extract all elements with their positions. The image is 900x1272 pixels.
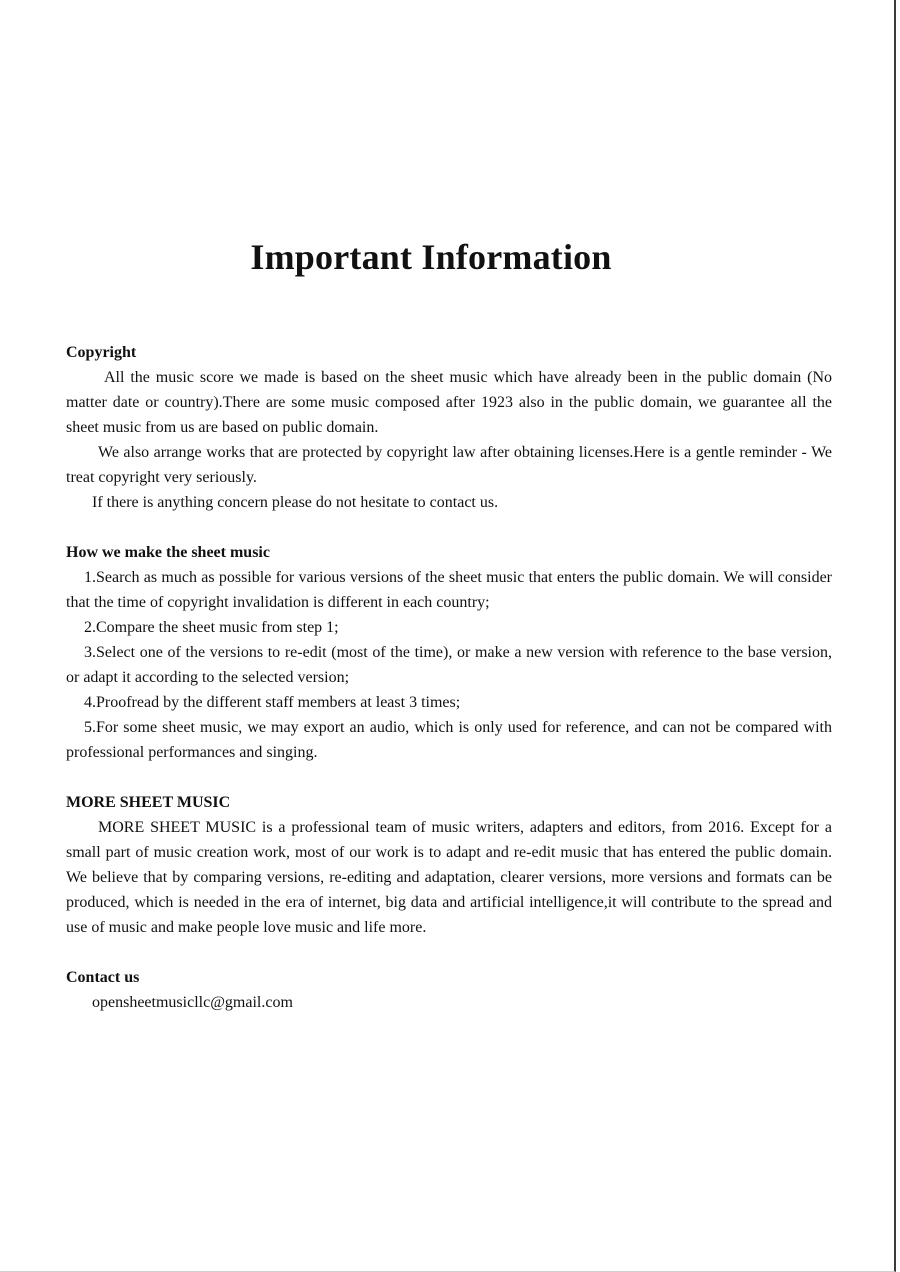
how-step: 5.For some sheet music, we may export an audio, which is only used for reference, and can not be compared with professional performances and singing.	[66, 719, 832, 761]
page-title: Important Information	[250, 237, 612, 277]
how-step: 3.Select one of the versions to re-edit (most of the time), or make a new version with reference to the base version, or adapt it according to the selected version;	[66, 644, 832, 686]
how-section	[66, 540, 832, 765]
copyright-paragraph: We also arrange works that are protected by copyright law after obtaining licenses.Here is a gentle reminder - We treat copyright very seriously.	[66, 444, 832, 486]
copyright-heading: Copyright	[66, 344, 137, 361]
more-heading: MORE SHEET MUSIC	[66, 794, 231, 811]
contact-heading: Contact us	[66, 969, 140, 986]
contact-email[interactable]: opensheetmusicllc@gmail.com	[92, 994, 293, 1011]
more-section	[66, 790, 832, 940]
section-spacer	[66, 765, 832, 790]
section-spacer	[66, 515, 832, 540]
how-heading: How we make the sheet music	[66, 544, 270, 561]
how-step: 4.Proofread by the different staff members at least 3 times;	[84, 694, 461, 711]
copyright-paragraph: If there is anything concern please do not hesitate to contact us.	[92, 494, 499, 511]
copyright-section	[66, 340, 832, 515]
more-paragraph: MORE SHEET MUSIC is a professional team of music writers, adapters and editors, from 2016. Except for a small part of music creation work, most of our work is to adapt and re-edit music that has entered the public domain. We believe that by comparing versions, re-editing and adaptation, clearer versions, more versions and formats can be produced, which is needed in the era of internet, big data and artificial intelligence,it will contribute to the spread and use of music and make people love music and life more.	[66, 819, 832, 936]
copyright-paragraph: All the music score we made is based on the sheet music which have already been in the public domain (No matter date or country).There are some music composed after 1923 also in the public domain, we guarantee all the sheet music from us are based on public domain.	[66, 369, 832, 436]
section-spacer	[66, 940, 832, 965]
contact-section	[66, 965, 832, 1015]
document-body	[66, 340, 832, 1015]
how-step: 1.Search as much as possible for various versions of the sheet music that enters the public domain. We will consider that the time of copyright invalidation is different in each country;	[66, 569, 832, 611]
how-step: 2.Compare the sheet music from step 1;	[84, 619, 339, 636]
